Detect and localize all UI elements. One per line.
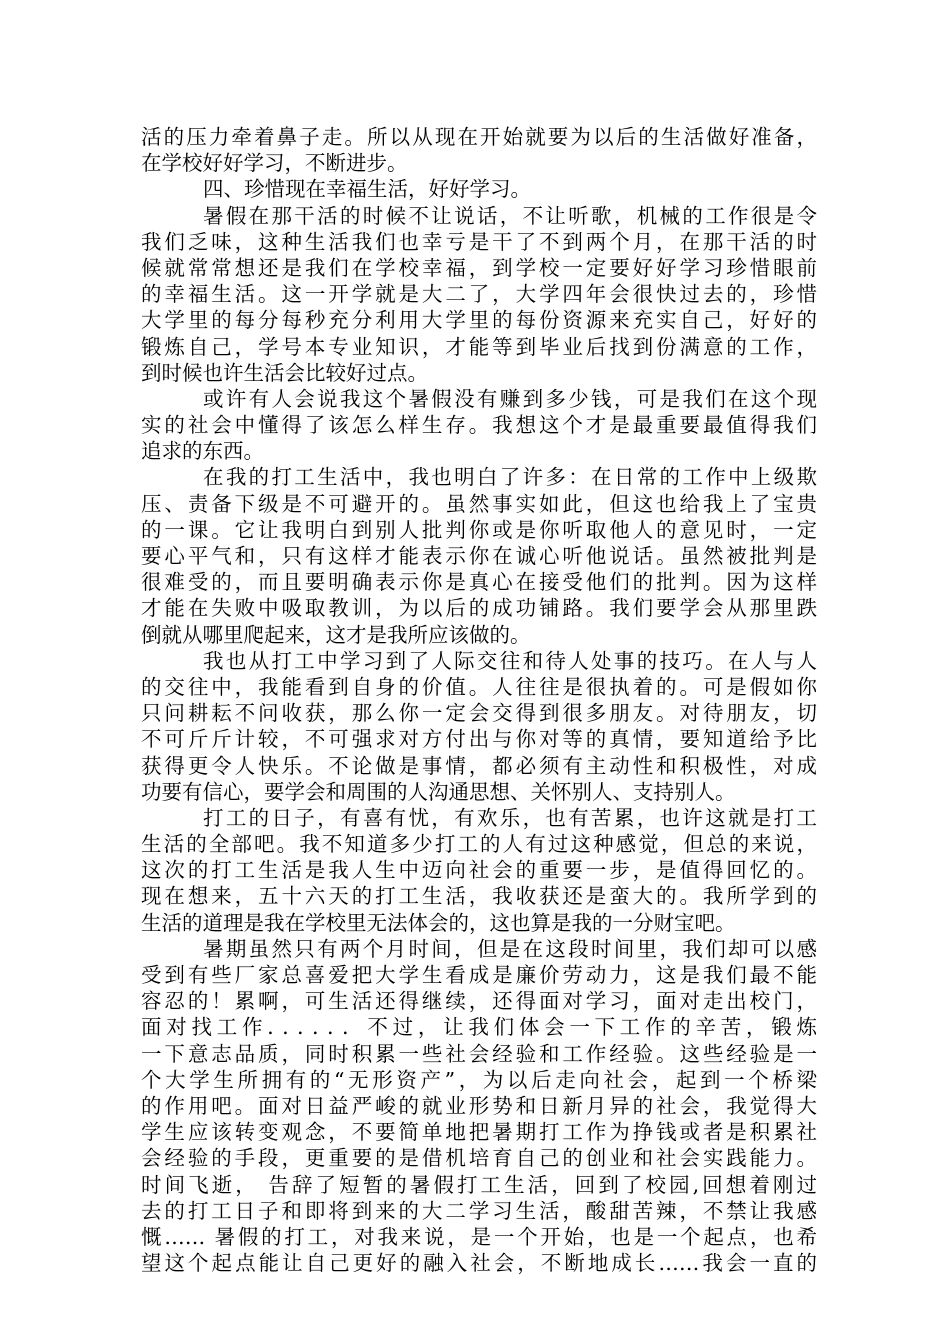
text-line: 打工的日子，有喜有忧，有欢乐，也有苦累，也许这就是打工 [203,805,817,830]
text-line: 暑假在那干活的时候不让说话，不让听歌，机械的工作很是令 [203,203,817,228]
text-line: 候就常常想还是我们在学校幸福，到学校一定要好好学习珍惜眼前 [141,255,817,280]
text-line: 这次的打工生活是我人生中迈向社会的重要一步，是值得回忆的。 [141,858,817,883]
text-line: 生活的道理是我在学校里无法体会的，这也算是我的一分财宝吧。 [141,910,736,935]
text-line: 一下意志品质，同时积累一些社会经验和工作经验。这些经验是一 [141,1041,817,1066]
text-line: 锻炼自己，学号本专业知识，才能等到毕业后找到份满意的工作， [141,334,817,359]
text-line: 实的社会中懂得了该怎么样生存。我想这个才是最重要最值得我们 [141,413,817,438]
text-line: 很难受的，而且要明确表示你是真心在接受他们的批判。因为这样 [141,570,817,595]
text-line: 大学里的每分每秒充分利用大学里的每份资源来充实自己，好好的 [141,308,817,333]
text-line: 的幸福生活。这一开学就是大二了，大学四年会很快过去的，珍惜 [141,282,817,307]
text-line: 望这个起点能让自己更好的融入社会，不断地成长……我会一直的 [141,1251,817,1276]
text-line: 压、责备下级是不可避开的。虽然事实如此，但这也给我上了宝贵 [141,491,817,516]
text-line: 追求的东西。 [141,439,264,464]
text-line: 只问耕耘不问收获，那么你一定会交得到很多朋友。对待朋友，切 [141,701,817,726]
text-line: 活的压力牵着鼻子走。所以从现在开始就要为以后的生活做好准备， [141,125,817,149]
text-line: 倒就从哪里爬起来，这才是我所应该做的。 [141,622,531,647]
text-line: 在学校好好学习，不断进步。 [141,151,408,176]
text-line: 要心平气和，只有这样才能表示你在诚心听他说话。虽然被批判是 [141,544,817,568]
document-page [141,124,817,1276]
text-line: 到时候也许生活会比较好过点。 [141,360,428,385]
text-line: 慨…… 暑假的打工，对我来说，是一个开始，也是一个起点，也希 [141,1224,817,1249]
text-line: 受到有些厂家总喜爱把大学生看成是廉价劳动力，这是我们最不能 [141,963,817,987]
text-line: 会经验的手段，更重要的是借机培育自己的创业和社会实践能力。 [141,1146,817,1171]
text-line: 功要有信心，要学会和周围的人沟通思想、关怀别人、支持别人。 [141,779,736,804]
text-line: 的交往中，我能看到自身的价值。人往往是很执着的。可是假如你 [141,674,817,699]
text-line: 面对找工作．．．．．．不过，让我们体会一下工作的辛苦，锻炼 [141,1015,817,1040]
text-line: 或许有人会说我这个暑假没有赚到多少钱，可是我们在这个现 [203,386,817,411]
text-line: 去的打工日子和即将到来的大二学习生活，酸甜苦辣，不禁让我感 [141,1198,817,1223]
text-line: 的作用吧。面对日益严峻的就业形势和日新月异的社会，我觉得大 [141,1093,817,1118]
text-line: 不可斤斤计较，不可强求对方付出与你对等的真情，要知道给予比 [141,727,817,752]
text-line: 四、珍惜现在幸福生活，好好学习。 [203,177,531,202]
text-line: 获得更令人快乐。不论做是事情，都必须有主动性和积极性，对成 [141,753,817,778]
text-line: 现在想来，五十六天的打工生活，我收获还是蛮大的。我所学到的 [141,884,817,909]
text-line: 容忍的！累啊，可生活还得继续，还得面对学习，面对走出校门， [141,989,817,1014]
text-line: 学生应该转变观念，不要简单地把暑期打工作为挣钱或者是积累社 [141,1120,817,1145]
text-line: 我们乏味，这种生活我们也幸亏是干了不到两个月，在那干活的时 [141,229,817,254]
text-line: 生活的全部吧。我不知道多少打工的人有过这种感觉，但总的来说， [141,832,817,857]
text-line: 的一课。它让我明白到别人批判你或是你听取他人的意见时，一定 [141,517,817,542]
text-line: 我也从打工中学习到了人际交往和待人处事的技巧。在人与人 [203,648,817,673]
text-line: 才能在失败中吸取教训，为以后的成功铺路。我们要学会从那里跌 [141,596,817,621]
text-line: 暑期虽然只有两个月时间，但是在这段时间里，我们却可以感 [203,936,817,961]
text-line: 个大学生所拥有的“无形资产”，为以后走向社会，起到一个桥梁 [141,1067,817,1092]
text-line: 时间飞逝， 告辞了短暂的暑假打工生活，回到了校园,回想着刚过 [141,1172,817,1197]
text-line: 在我的打工生活中，我也明白了许多：在日常的工作中上级欺 [203,465,817,490]
